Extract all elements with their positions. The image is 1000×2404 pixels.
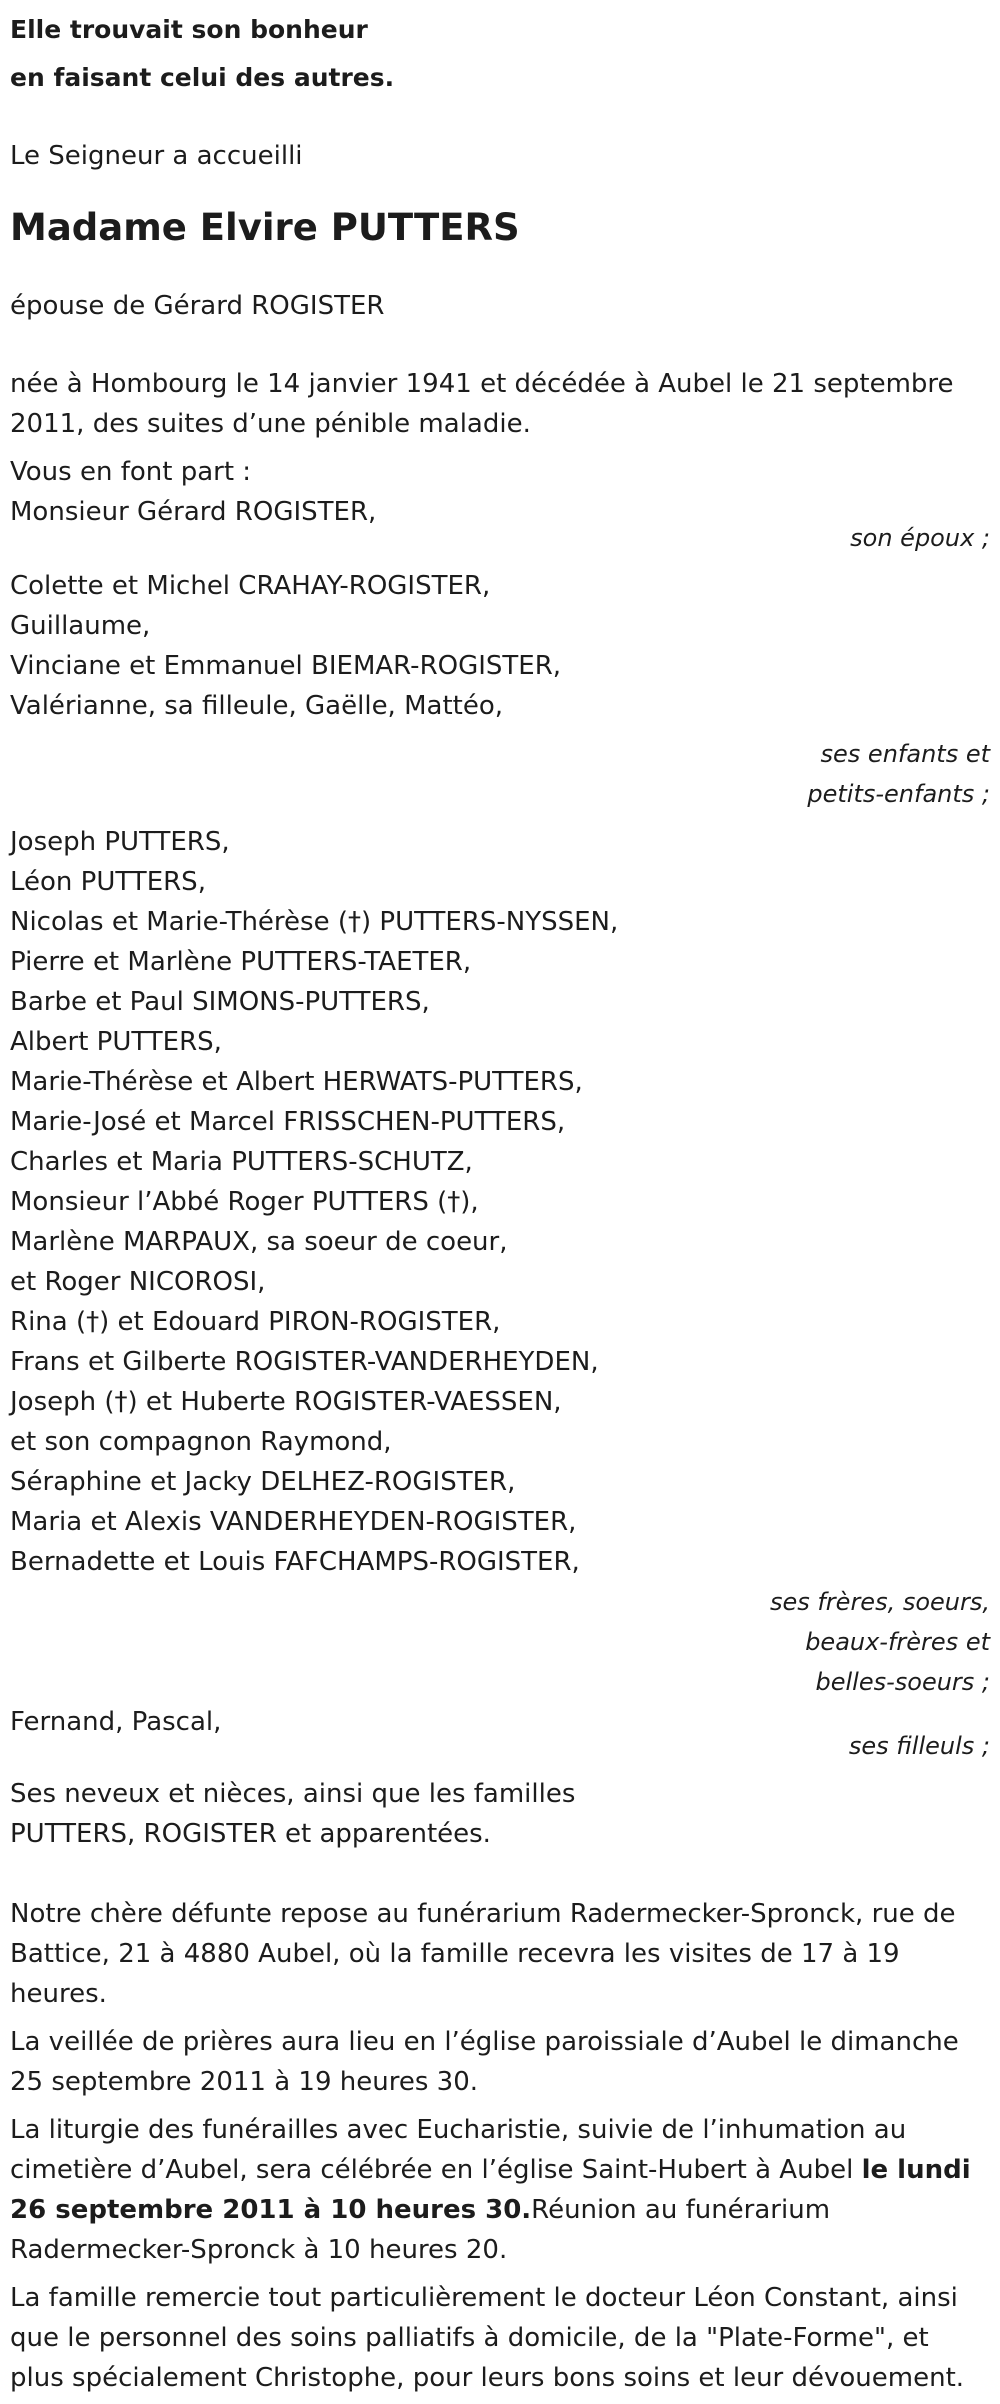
bio-text: née à Hombourg le 14 janvier 1941 et décédée à Aubel le 21 septembre 2011, des suites d’une pénible maladie. [10,369,954,439]
family-line: Barbe et Paul SIMONS-PUTTERS, [10,987,430,1017]
family-line: Nicolas et Marie-Thérèse (†) PUTTERS-NYSSEN, [10,907,619,937]
role-label: ses filleuls ; [848,1732,990,1760]
role-label: son époux ; [850,524,990,552]
family-line: Frans et Gilberte ROGISTER-VANDERHEYDEN, [10,1347,599,1377]
deceased-name: Madame Elvire PUTTERS [10,206,520,249]
family-line: Charles et Maria PUTTERS-SCHUTZ, [10,1147,473,1177]
announce-text: Vous en font part : [10,457,252,487]
funeral-date: le lundi 26 septembre 2011 à 10 heures 30. [10,2155,971,2225]
family-line: Séraphine et Jacky DELHEZ-ROGISTER, [10,1467,516,1497]
family-line: Monsieur l’Abbé Roger PUTTERS (†), [10,1187,479,1217]
family-line: Léon PUTTERS, [10,867,206,897]
repose-paragraph: Notre chère défunte repose au funérarium Radermecker-Spronck, rue de Battice, 21 à 4880 Aubel, où la famille recevra les visites de 17 à 19 heures. [10,1899,956,2009]
role-label: ses frères, soeurs, [769,1588,990,1616]
family-group-godchildren [10,1702,990,1766]
family-group-spouse [10,492,990,558]
role-label: ses enfants et [820,740,990,768]
family-line: Marie-José et Marcel FRISSCHEN-PUTTERS, [10,1107,566,1137]
intro-text: Le Seigneur a accueilli [10,141,303,171]
obituary-content [10,6,990,2398]
motto-line: en faisant celui des autres. [10,63,395,92]
spouse-text: épouse de Gérard ROGISTER [10,291,385,321]
motto [10,6,990,102]
thanks-paragraph: La famille remercie tout particulièrement le docteur Léon Constant, ainsi que le personnel des soins palliatifs à domicile, de la "Plate-Forme", et plus spécialement Christophe, pour leurs bons soins et leur dévouement. [10,2283,965,2393]
family-line: Joseph PUTTERS, [10,827,230,857]
motto-line: Elle trouvait son bonheur [10,15,368,44]
family-group-children [10,566,990,814]
family-group-siblings [10,822,990,1702]
role-label: belles-soeurs ; [815,1668,990,1696]
families-block [10,1774,990,1854]
family-line: et Roger NICOROSI, [10,1267,266,1297]
funeral-text: La liturgie des funérailles avec Eucharistie, suivie de l’inhumation au cimetière d’Aubel, sera célébrée en l’église Saint-Hubert à Aubel [10,2115,907,2185]
role-label: beaux-frères et [805,1628,990,1656]
family-line: Colette et Michel CRAHAY-ROGISTER, [10,571,491,601]
family-line: Joseph (†) et Huberte ROGISTER-VAESSEN, [10,1387,562,1417]
family-line: Guillaume, [10,611,151,641]
family-line: Marlène MARPAUX, sa soeur de coeur, [10,1227,508,1257]
family-line: Marie-Thérèse et Albert HERWATS-PUTTERS, [10,1067,583,1097]
funeral-paragraph [10,2110,990,2270]
service-details [10,1894,990,2398]
funeral-reunion: Réunion au funérarium Radermecker-Spronck à 10 heures 20. [10,2195,831,2265]
family-line: Pierre et Marlène PUTTERS-TAETER, [10,947,472,977]
family-line: Bernadette et Louis FAFCHAMPS-ROGISTER, [10,1547,580,1577]
family-line: Vinciane et Emmanuel BIEMAR-ROGISTER, [10,651,562,681]
families-line: Ses neveux et nièces, ainsi que les familles [10,1779,576,1809]
wake-paragraph: La veillée de prières aura lieu en l’église paroissiale d’Aubel le dimanche 25 septembre 2011 à 19 heures 30. [10,2027,959,2097]
family-line: Valérianne, sa filleule, Gaëlle, Mattéo, [10,691,504,721]
family-line: Rina (†) et Edouard PIRON-ROGISTER, [10,1307,501,1337]
family-line: Albert PUTTERS, [10,1027,222,1057]
families-line: PUTTERS, ROGISTER et apparentées. [10,1819,491,1849]
family-line: Maria et Alexis VANDERHEYDEN-ROGISTER, [10,1507,577,1537]
family-line: Fernand, Pascal, [10,1707,222,1737]
family-line: Monsieur Gérard ROGISTER, [10,497,377,527]
family-line: et son compagnon Raymond, [10,1427,392,1457]
role-label: petits-enfants ; [807,780,990,808]
